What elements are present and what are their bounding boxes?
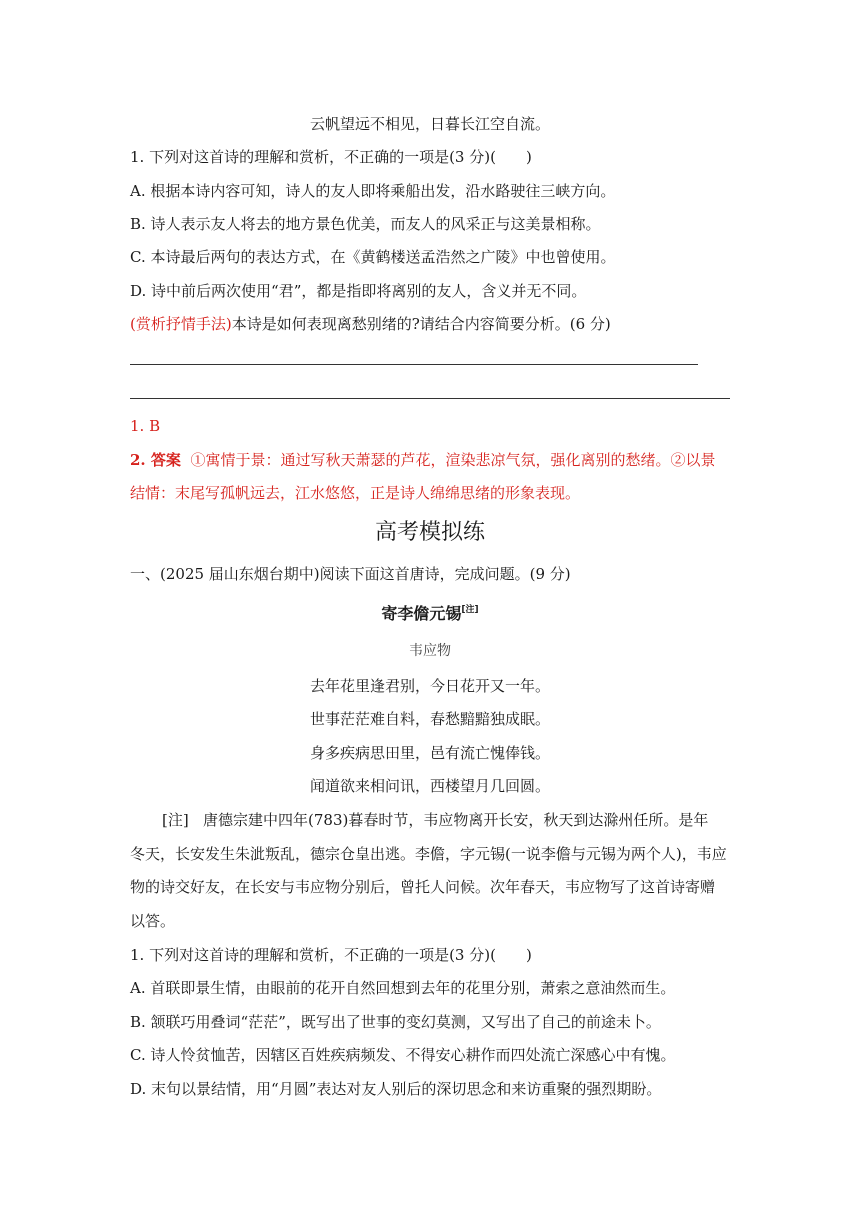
question-3-option-a: A. 首联即景生情，由眼前的花开自然回想到去年的花里分别，萧索之意油然而生。 [130,979,676,997]
answer-line-2 [130,398,730,399]
question-3-option-d: D. 末句以景结情，用“月圆”表达对友人别后的深切思念和来访重聚的强烈期盼。 [130,1080,662,1098]
question-3-option-b: B. 颔联巧用叠词“茫茫”，既写出了世事的变幻莫测，又写出了自己的前途未卜。 [130,1013,661,1031]
poem-title-text: 寄李儋元锡 [381,604,462,623]
poem-title [0,600,860,624]
note-line-1 [162,810,708,830]
question-1-option-a: A. 根据本诗内容可知，诗人的友人即将乘船出发，沿水路驶往三峡方向。 [130,182,616,200]
note-text-1: 唐德宗建中四年(783)暮春时节，韦应物离开长安，秋天到达滁州任所。是年 [203,811,709,829]
section-title: 高考模拟练 [374,520,485,545]
poem-author: 韦应物 [409,643,451,659]
poem-line-4: 闻道欲来相问讯，西楼望月几回圆。 [309,777,550,795]
question-2 [130,314,611,334]
answer-2-line-1 [130,450,715,470]
poem-line-2: 世事茫茫难自料，春愁黯黯独成眠。 [309,710,550,728]
poem-line-1: 去年花里逢君别，今日花开又一年。 [309,677,550,695]
answer-2-text-1: ①寓情于景：通过写秋天萧瑟的芦花，渲染悲凉气氛，强化离别的愁绪。②以景 [190,451,716,469]
question-1-option-c: C. 本诗最后两句的表达方式，在《黄鹤楼送孟浩然之广陵》中也曾使用。 [130,248,616,266]
answer-1: 1. B [130,417,161,435]
answer-2-label: 2. 答案 [130,451,181,469]
answer-2-line-2: 结情：末尾写孤帆远去，江水悠悠，正是诗人绵绵思绪的形象表现。 [130,484,581,502]
poem-last-line: 云帆望远不相见，日暮长江空自流。 [309,115,550,133]
poem-note-mark: [注] [461,605,479,615]
question-3-prompt: 1. 下列对这首诗的理解和赏析，不正确的一项是(3 分)( ) [130,946,532,964]
question-1-option-b: B. 诗人表示友人将去的地方景色优美，而友人的风采正与这美景相称。 [130,215,601,233]
question-1-prompt: 1. 下列对这首诗的理解和赏析，不正确的一项是(3 分)( ) [130,148,532,166]
question-2-tag: (赏析抒情手法) [130,315,232,333]
question-3-option-c: C. 诗人怜贫恤苦，因辖区百姓疾病频发、不得安心耕作而四处流亡深感心中有愧。 [130,1046,676,1064]
poem-line-3: 身多疾病思田里，邑有流亡愧俸钱。 [309,744,550,762]
question-2-text: 本诗是如何表现离愁别绪的?请结合内容简要分析。(6 分) [231,315,611,333]
note-line-3: 物的诗交好友，在长安与韦应物分别后，曾托人问候。次年春天，韦应物写了这首诗寄赠 [130,878,716,896]
question-1-option-d: D. 诗中前后两次使用“君”，都是指即将离别的友人，含义并无不同。 [130,282,587,300]
answer-line-1 [130,364,698,365]
note-label: [注] [162,811,189,829]
note-line-2: 冬天，长安发生朱泚叛乱，德宗仓皇出逃。李儋，字元锡(一说李儋与元锡为两个人)，韦应 [130,845,727,863]
note-line-4: 以答。 [130,912,176,930]
part-1-intro: 一、(2025 届山东烟台期中)阅读下面这首唐诗，完成问题。(9 分) [130,565,571,583]
